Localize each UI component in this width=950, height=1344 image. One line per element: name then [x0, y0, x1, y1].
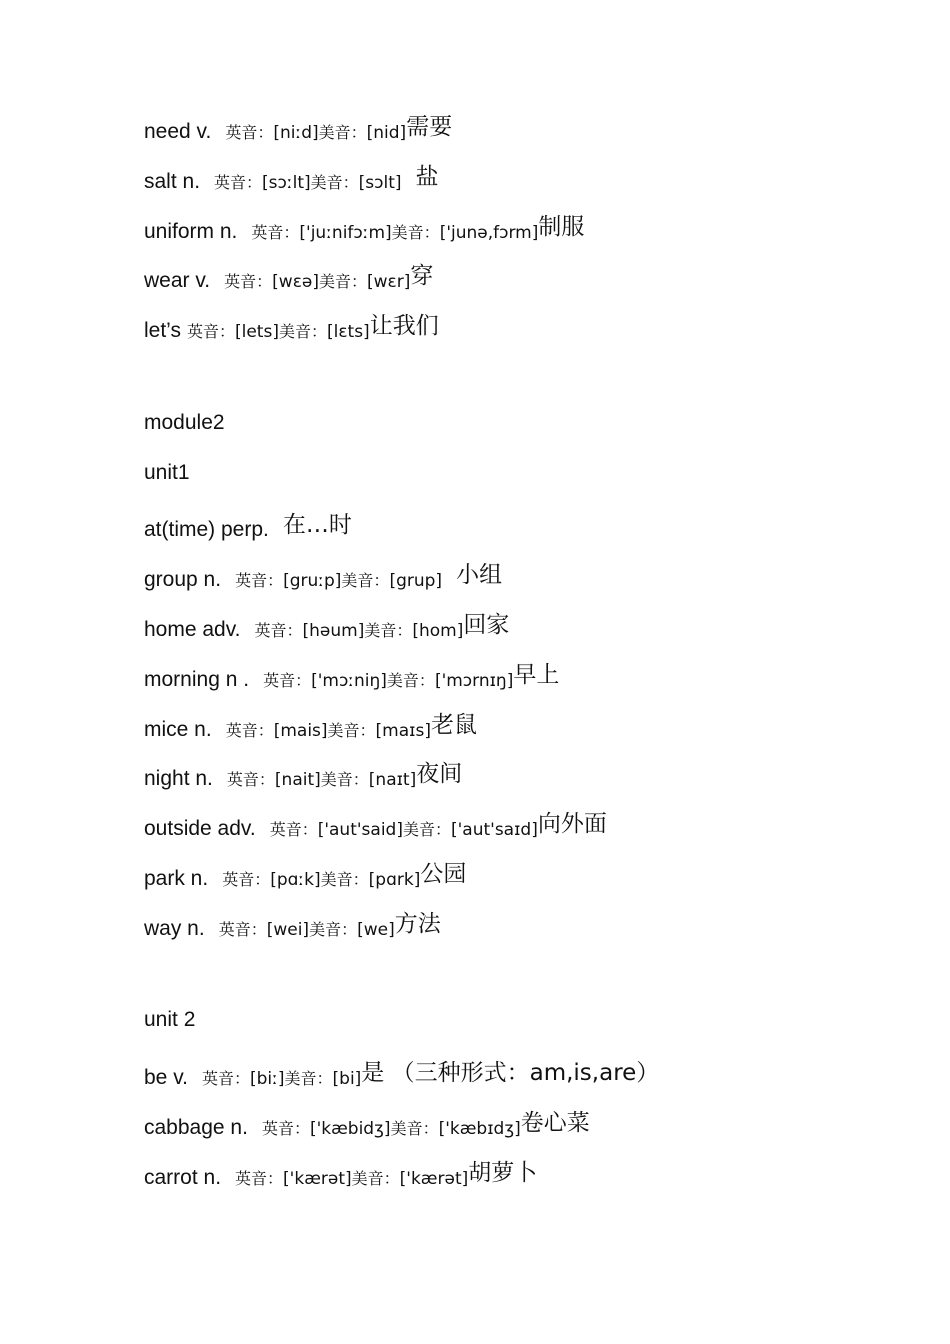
entry-meaning: 在…时 [282, 512, 352, 539]
uk-label: 英音： [225, 123, 274, 142]
us-pronunciation: [lɛts] [326, 322, 370, 343]
entry-word: uniform n. [144, 219, 238, 243]
module-heading [144, 411, 904, 461]
us-label: 美音： [341, 571, 390, 591]
blank-line [144, 959, 904, 1009]
uk-label: 英音： [263, 670, 312, 690]
entry-meaning: 让我们 [369, 313, 439, 340]
us-pronunciation: [wɛr] [367, 272, 411, 293]
us-label: 美音： [318, 272, 367, 292]
us-label: 美音： [278, 322, 327, 342]
uk-label: 英音： [218, 919, 267, 939]
us-label: 美音： [402, 820, 451, 840]
uk-pronunciation: [nait] [274, 770, 321, 791]
vocab-entry [144, 212, 904, 262]
uk-label: 英音： [201, 1069, 250, 1089]
us-pronunciation: ['aut'saɪd] [450, 820, 538, 841]
us-pronunciation: ['junə,fɔrm] [439, 222, 539, 243]
entry-meaning: 穿 [410, 263, 434, 290]
entry-word: at(time) perp. [144, 518, 269, 542]
entry-meaning: 需要 [406, 114, 453, 140]
vocab-entry [144, 809, 904, 859]
entry-meaning: 小组 [456, 562, 503, 589]
uk-label: 英音： [226, 770, 275, 790]
us-pronunciation: [hom] [412, 620, 464, 641]
us-label: 美音： [284, 1069, 333, 1089]
entry-word: carrot n. [144, 1165, 222, 1189]
uk-label: 英音： [235, 1168, 284, 1188]
entry-word: night n. [144, 767, 213, 791]
uk-pronunciation: [niːd] [273, 123, 319, 143]
vocab-block-1 [144, 112, 904, 361]
uk-pronunciation: [pɑːk] [270, 869, 321, 890]
us-label: 美音： [364, 620, 413, 640]
unit-title: unit1 [144, 460, 190, 484]
vocab-entry [144, 1158, 904, 1208]
vocab-entry [144, 1108, 904, 1158]
uk-pronunciation: [həum] [302, 620, 365, 641]
entry-word: morning n . [144, 667, 250, 691]
vocab-entry [144, 112, 904, 162]
us-label: 美音： [386, 670, 435, 690]
blank-line [144, 361, 904, 411]
us-pronunciation: [nid] [366, 123, 407, 143]
us-label: 美音： [351, 1168, 400, 1188]
vocab-entry [144, 710, 904, 760]
uk-label: 英音： [225, 720, 274, 740]
entry-word: cabbage n. [144, 1115, 248, 1139]
us-pronunciation: [we] [357, 919, 395, 940]
entry-meaning: 向外面 [537, 811, 607, 838]
us-pronunciation: [bi] [332, 1069, 362, 1090]
us-label: 美音： [391, 222, 440, 242]
entry-word: home adv. [144, 617, 241, 641]
uk-label: 英音： [269, 820, 318, 840]
unit-heading [144, 461, 904, 511]
entry-meaning: 是 （三种形式：am,is,are） [361, 1060, 660, 1087]
uk-label: 英音： [224, 272, 273, 292]
uk-pronunciation: ['mɔːniŋ] [311, 670, 387, 691]
entry-word: need v. [144, 120, 212, 143]
vocabulary-page [144, 112, 904, 1208]
uk-pronunciation: [gruːp] [283, 571, 342, 592]
uk-label: 英音： [222, 869, 271, 889]
unit1-vocab-list [144, 510, 904, 958]
entry-meaning: 老鼠 [430, 711, 477, 738]
us-label: 美音： [320, 770, 369, 790]
uk-pronunciation: ['juːnifɔːm] [299, 222, 392, 243]
vocab-entry [144, 660, 904, 710]
vocab-entry [144, 909, 904, 959]
vocab-entry [144, 759, 904, 809]
entry-meaning: 制服 [538, 213, 585, 240]
unit-title: unit 2 [144, 1008, 196, 1032]
entry-meaning: 早上 [513, 661, 560, 688]
uk-label: 英音： [235, 571, 284, 591]
entry-word: mice n. [144, 717, 212, 741]
uk-label: 英音： [251, 222, 300, 242]
entry-meaning: 盐 [415, 163, 439, 190]
us-pronunciation: [sɔlt] [358, 172, 402, 193]
uk-pronunciation: [biː] [249, 1069, 285, 1090]
uk-pronunciation: ['kærət] [283, 1168, 352, 1189]
uk-label: 英音： [261, 1118, 310, 1138]
vocab-entry [144, 510, 904, 560]
module-title: module2 [144, 410, 225, 434]
us-pronunciation: ['kæbɪdʒ] [438, 1118, 521, 1139]
uk-pronunciation: ['kæbidʒ] [309, 1118, 391, 1139]
us-label: 美音： [318, 123, 367, 142]
uk-label: 英音： [254, 620, 303, 640]
entry-meaning: 胡萝卜 [468, 1159, 538, 1186]
uk-pronunciation: [mais] [273, 720, 328, 741]
us-label: 美音： [320, 869, 369, 889]
uk-pronunciation: [sɔːlt] [262, 172, 311, 193]
entry-word: let’s [144, 319, 181, 343]
entry-meaning: 公园 [420, 860, 467, 887]
uk-label: 英音： [214, 172, 263, 192]
vocab-entry [144, 162, 904, 212]
entry-word: salt n. [144, 169, 201, 193]
vocab-entry [144, 261, 904, 311]
entry-meaning: 回家 [463, 611, 510, 638]
us-pronunciation: [grup] [389, 571, 443, 592]
vocab-entry [144, 859, 904, 909]
uk-pronunciation: [wei] [266, 919, 310, 940]
unit2-vocab-list [144, 1058, 904, 1207]
us-pronunciation: [pɑrk] [368, 869, 421, 890]
vocab-entry [144, 560, 904, 610]
entry-meaning: 方法 [394, 910, 441, 937]
vocab-entry [144, 311, 904, 361]
uk-pronunciation: [wɛə] [272, 272, 319, 293]
uk-pronunciation: ['aut'said] [317, 820, 403, 841]
entry-word: be v. [144, 1066, 188, 1090]
uk-label: 英音： [186, 322, 235, 342]
entry-word: wear v. [144, 269, 211, 293]
entry-word: way n. [144, 916, 205, 940]
entry-word: outside adv. [144, 817, 256, 841]
us-pronunciation: ['mɔrnɪŋ] [434, 670, 514, 691]
us-label: 美音： [327, 720, 376, 740]
us-pronunciation: [naɪt] [368, 770, 417, 791]
entry-meaning: 夜间 [416, 761, 463, 788]
unit-heading [144, 1008, 904, 1058]
vocab-entry [144, 610, 904, 660]
us-label: 美音： [390, 1118, 439, 1138]
entry-word: park n. [144, 866, 209, 890]
us-label: 美音： [310, 172, 359, 192]
us-pronunciation: ['kærət] [399, 1168, 469, 1189]
us-label: 美音： [309, 919, 358, 939]
vocab-entry [144, 1058, 904, 1108]
us-pronunciation: [maɪs] [375, 720, 431, 741]
entry-meaning: 卷心菜 [520, 1109, 590, 1136]
uk-pronunciation: [lets] [234, 322, 279, 343]
entry-word: group n. [144, 568, 222, 592]
